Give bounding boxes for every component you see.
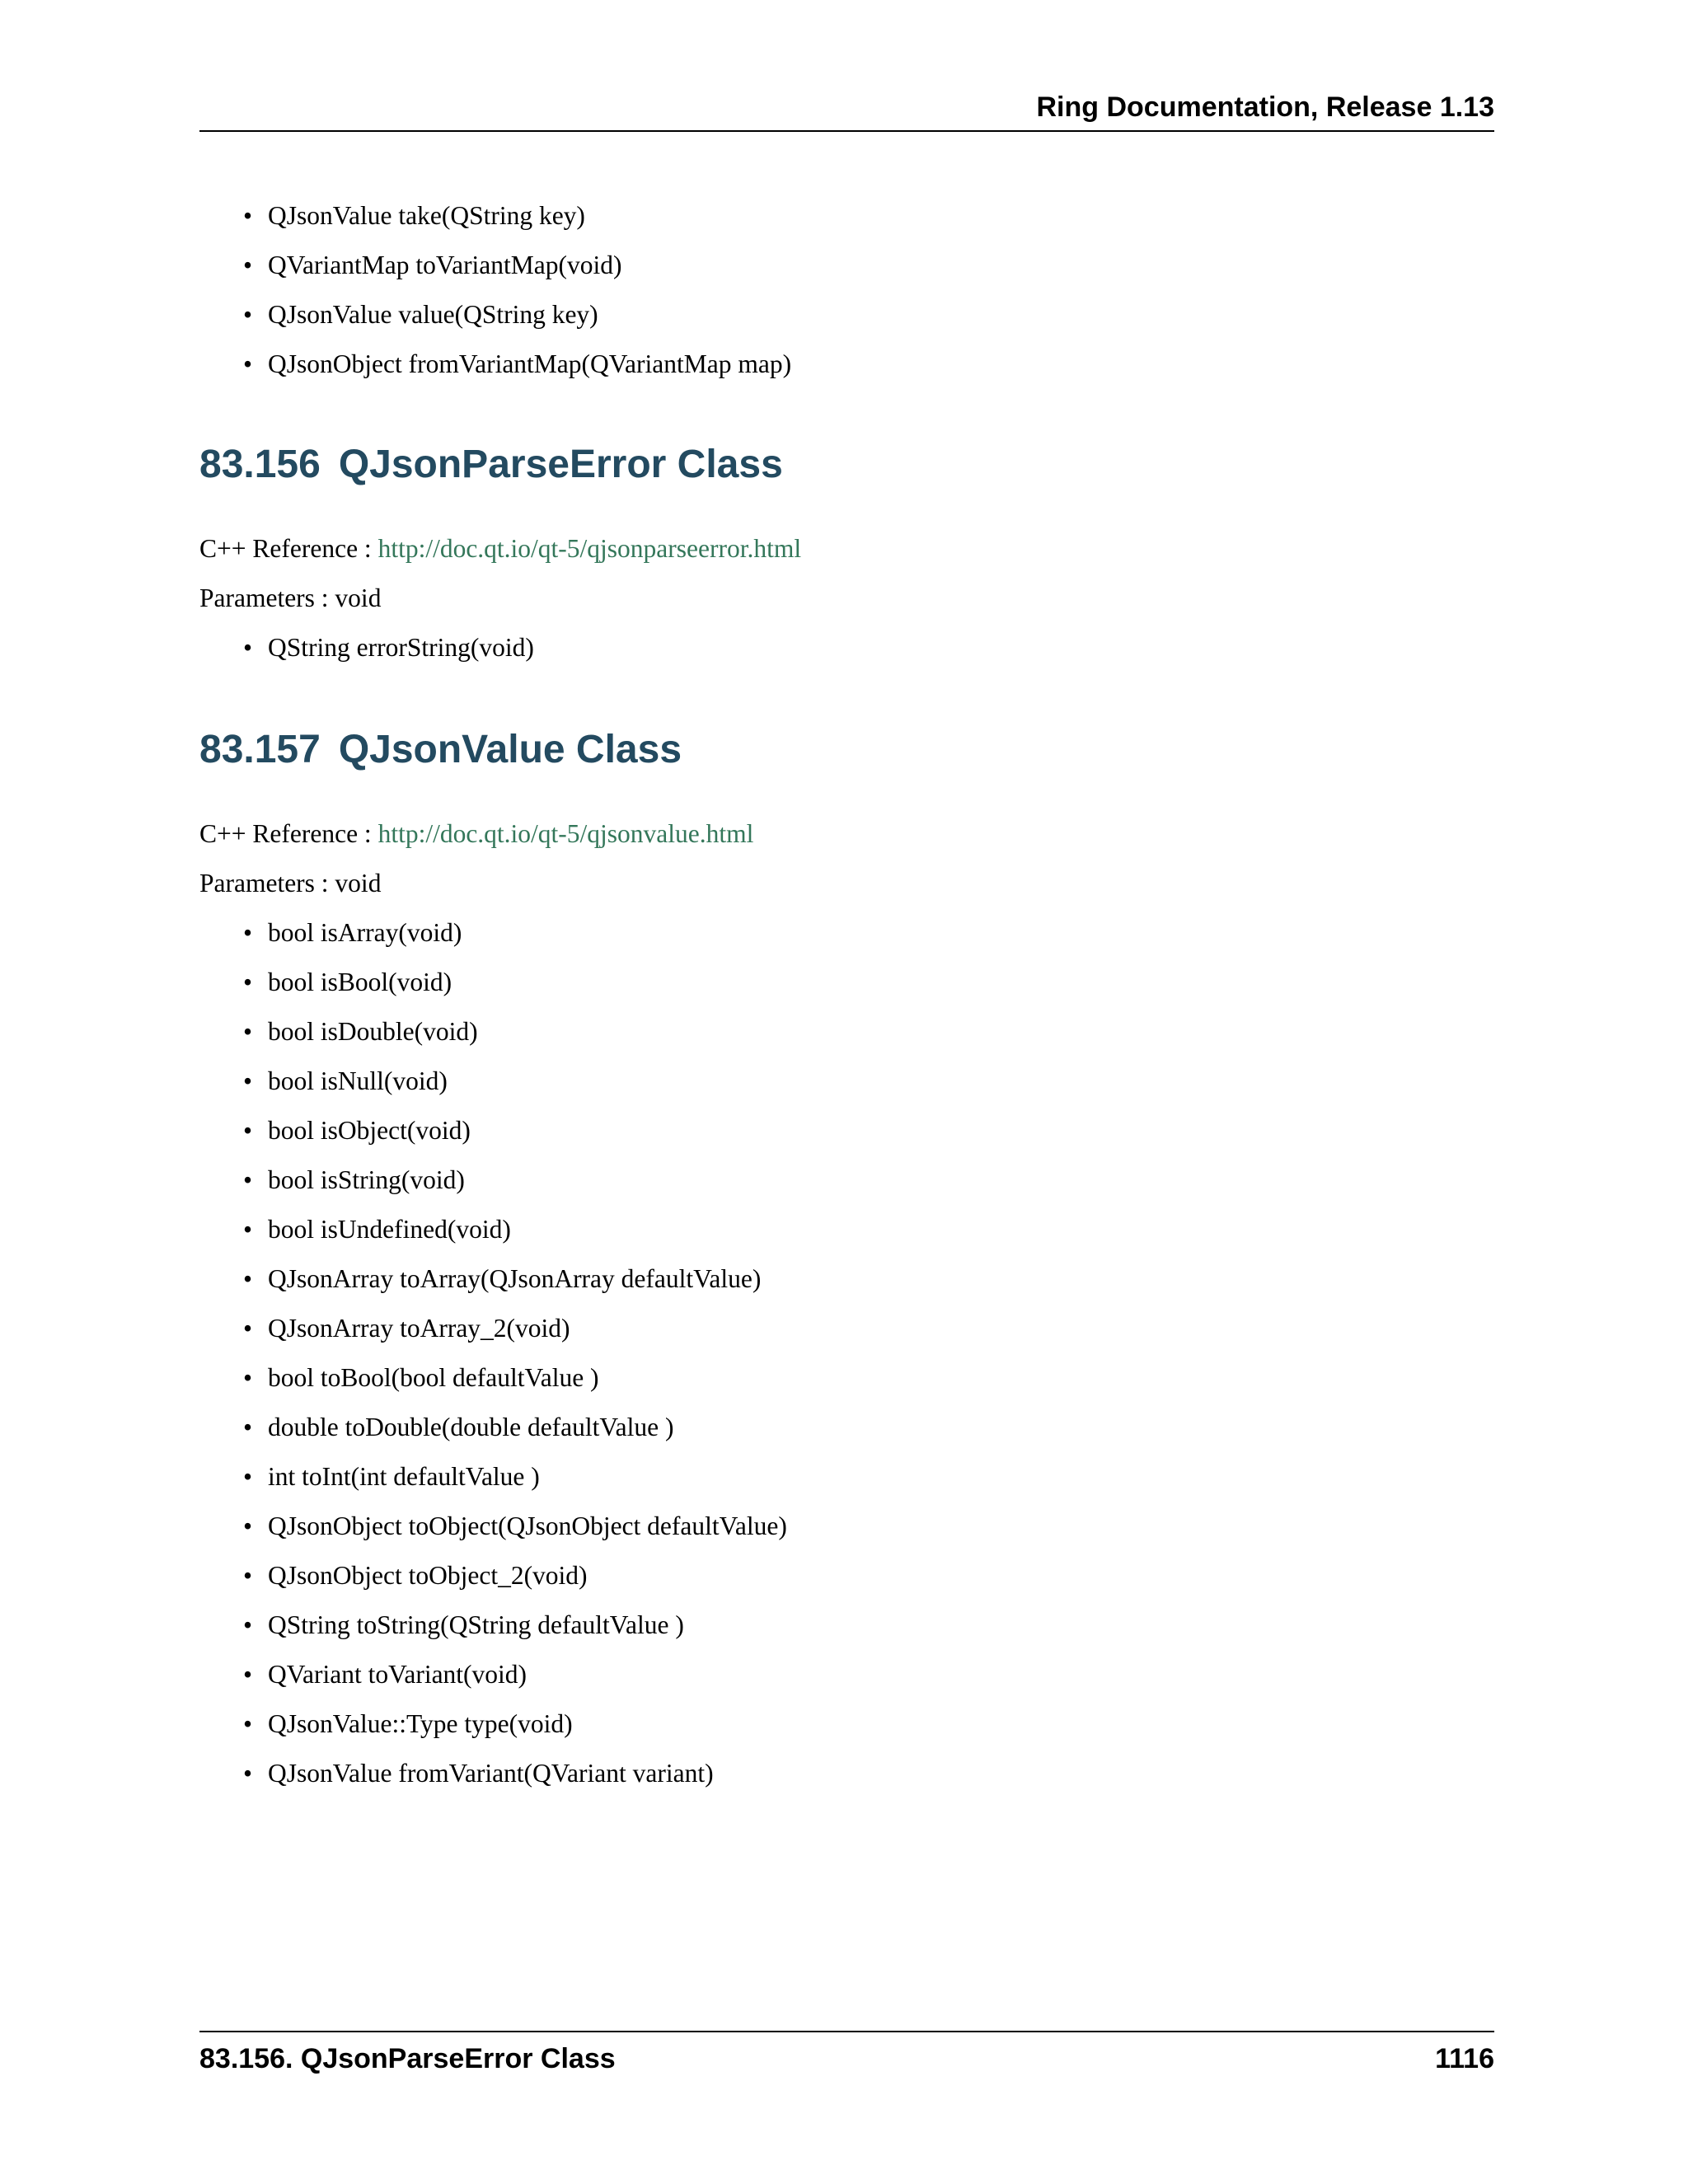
list-item: • QString errorString(void) bbox=[0, 631, 534, 681]
bullet-icon: • bbox=[243, 1610, 253, 1639]
bullet-icon: • bbox=[243, 1314, 253, 1343]
list-item: • QJsonObject toObject(QJsonObject defaultValue) bbox=[0, 1510, 787, 1559]
parameters-line: Parameters : void bbox=[199, 869, 382, 898]
list-item: • QJsonValue value(QString key) bbox=[0, 298, 791, 348]
bullet-icon: • bbox=[243, 1165, 253, 1194]
method-list-qjsonvalue bbox=[0, 916, 787, 1807]
method-list-continued bbox=[0, 199, 791, 397]
bullet-icon: • bbox=[243, 349, 253, 378]
list-item: • QJsonValue::Type type(void) bbox=[0, 1708, 787, 1757]
list-item: • double toDouble(double defaultValue ) bbox=[0, 1411, 787, 1460]
bullet-icon: • bbox=[243, 1066, 253, 1095]
list-item: • QJsonObject fromVariantMap(QVariantMap map) bbox=[0, 348, 791, 397]
page-footer bbox=[199, 2031, 1494, 2082]
document-title: Ring Documentation, Release 1.13 bbox=[1036, 91, 1494, 123]
cpp-reference-line: C++ Reference : http://doc.qt.io/qt-5/qjsonparseerror.html bbox=[199, 534, 802, 563]
list-item: • QJsonValue fromVariant(QVariant variant) bbox=[0, 1757, 787, 1807]
bullet-icon: • bbox=[243, 1017, 253, 1046]
parameters-line: Parameters : void bbox=[199, 583, 382, 612]
list-item: • bool isArray(void) bbox=[0, 916, 787, 966]
bullet-icon: • bbox=[243, 1215, 253, 1244]
page-number: 1116 bbox=[1435, 2043, 1494, 2074]
bullet-icon: • bbox=[243, 1116, 253, 1145]
list-item: • QVariantMap toVariantMap(void) bbox=[0, 249, 791, 298]
bullet-icon: • bbox=[243, 1462, 253, 1491]
section-heading-qjsonparseerror: 83.156 QJsonParseError Class bbox=[199, 443, 783, 486]
list-item: • QJsonArray toArray(QJsonArray defaultValue) bbox=[0, 1263, 787, 1312]
list-item: • QJsonValue take(QString key) bbox=[0, 199, 791, 249]
list-item: • bool isNull(void) bbox=[0, 1065, 787, 1114]
list-item: • QJsonObject toObject_2(void) bbox=[0, 1559, 787, 1609]
list-item: • QJsonArray toArray_2(void) bbox=[0, 1312, 787, 1361]
bullet-icon: • bbox=[243, 1511, 253, 1540]
cpp-reference-link[interactable]: http://doc.qt.io/qt-5/qjsonvalue.html bbox=[377, 819, 754, 848]
bullet-icon: • bbox=[243, 1413, 253, 1441]
list-item: • bool isString(void) bbox=[0, 1164, 787, 1213]
list-item: • bool isUndefined(void) bbox=[0, 1213, 787, 1263]
cpp-reference-line: C++ Reference : http://doc.qt.io/qt-5/qjsonvalue.html bbox=[199, 819, 754, 848]
list-item: • int toInt(int defaultValue ) bbox=[0, 1460, 787, 1510]
list-item: • bool isDouble(void) bbox=[0, 1015, 787, 1065]
bullet-icon: • bbox=[243, 633, 253, 662]
bullet-icon: • bbox=[243, 201, 253, 230]
section-heading-qjsonvalue: 83.157 QJsonValue Class bbox=[199, 728, 682, 771]
bullet-icon: • bbox=[243, 918, 253, 947]
list-item: • bool toBool(bool defaultValue ) bbox=[0, 1361, 787, 1411]
list-item: • QVariant toVariant(void) bbox=[0, 1658, 787, 1708]
bullet-icon: • bbox=[243, 1759, 253, 1788]
bullet-icon: • bbox=[243, 1264, 253, 1293]
list-item: • bool isBool(void) bbox=[0, 966, 787, 1015]
method-list-qjsonparseerror bbox=[0, 631, 534, 681]
bullet-icon: • bbox=[243, 968, 253, 996]
bullet-icon: • bbox=[243, 1660, 253, 1689]
bullet-icon: • bbox=[243, 1709, 253, 1738]
bullet-icon: • bbox=[243, 1363, 253, 1392]
list-item: • QString toString(QString defaultValue ) bbox=[0, 1609, 787, 1658]
bullet-icon: • bbox=[243, 1561, 253, 1590]
bullet-icon: • bbox=[243, 300, 253, 329]
bullet-icon: • bbox=[243, 251, 253, 279]
page-header bbox=[199, 91, 1494, 132]
cpp-reference-link[interactable]: http://doc.qt.io/qt-5/qjsonparseerror.html bbox=[377, 534, 802, 563]
list-item: • bool isObject(void) bbox=[0, 1114, 787, 1164]
footer-section-title: 83.156. QJsonParseError Class bbox=[199, 2043, 616, 2074]
